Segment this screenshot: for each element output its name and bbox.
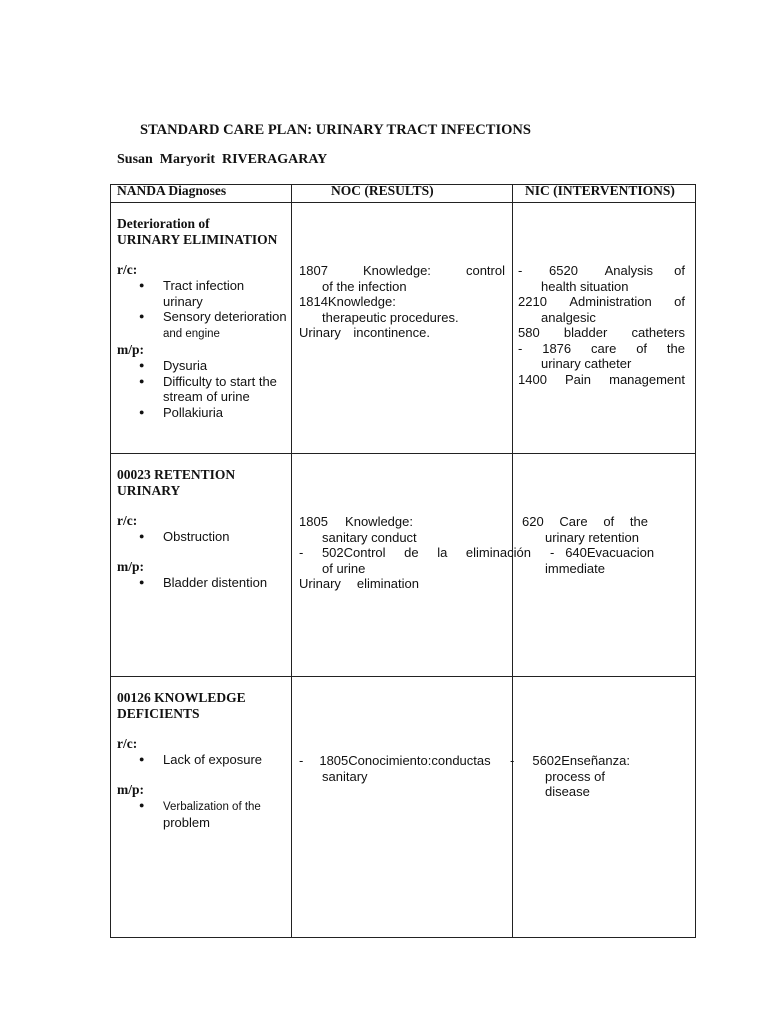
row3-nic-cell bbox=[510, 753, 660, 800]
noc-line: Urinary incontinence. bbox=[299, 325, 430, 340]
header-nic: NIC (INTERVENTIONS) bbox=[525, 183, 675, 198]
mp-list bbox=[117, 575, 289, 591]
diagnosis-title: URINARY ELIMINATION bbox=[117, 232, 278, 247]
row2-noc-cell bbox=[299, 514, 531, 592]
nic-line: process of bbox=[545, 768, 605, 784]
mp-list bbox=[117, 798, 289, 831]
noc-line: - 1805Conocimiento:conductas bbox=[299, 753, 491, 768]
nic-line: health situation bbox=[541, 278, 629, 294]
list-item: ● Obstruction bbox=[117, 529, 289, 545]
mp-label: m/p: bbox=[117, 342, 144, 357]
care-plan-table bbox=[110, 184, 696, 938]
noc-line: Urinary elimination bbox=[299, 576, 419, 591]
row-divider bbox=[111, 453, 695, 454]
noc-line: sanitary bbox=[322, 768, 368, 784]
list-item: ● Bladder distention bbox=[117, 575, 289, 591]
list-item: ● Difficulty to start the stream of urine bbox=[117, 374, 281, 405]
noc-line: 1814Knowledge: bbox=[299, 294, 396, 309]
author-name: Susan Maryorit RIVERAGARAY bbox=[117, 152, 328, 167]
rc-label: r/c: bbox=[117, 513, 138, 528]
header-noc: NOC (RESULTS) bbox=[331, 183, 434, 198]
diagnosis-title: 00023 RETENTION bbox=[117, 467, 236, 482]
page-title: STANDARD CARE PLAN: URINARY TRACT INFECTIONS bbox=[140, 122, 531, 138]
diagnosis-title: URINARY bbox=[117, 483, 181, 498]
rc-label: r/c: bbox=[117, 262, 138, 277]
row2-nic-cell bbox=[522, 514, 662, 576]
column-divider bbox=[512, 185, 513, 937]
row1-nanda-cell bbox=[117, 216, 289, 420]
list-item: ● Pollakiuria bbox=[117, 405, 289, 421]
diagnosis-title: DEFICIENTS bbox=[117, 706, 200, 721]
noc-line: of urine bbox=[322, 560, 366, 576]
mp-list bbox=[117, 358, 289, 420]
nic-line: 1400 Pain management bbox=[518, 371, 685, 387]
rc-list bbox=[117, 529, 289, 545]
column-divider bbox=[291, 185, 292, 937]
nic-line: - 6520 Analysis of bbox=[518, 263, 685, 278]
nic-line: urinary catheter bbox=[541, 356, 632, 371]
nic-line: disease bbox=[545, 784, 590, 799]
nic-line: - 1876 care of the bbox=[518, 340, 685, 356]
noc-line: 1807 Knowledge: control bbox=[299, 263, 505, 278]
nic-line: - 640Evacuacion bbox=[550, 545, 655, 560]
nic-line: analgesic bbox=[541, 309, 596, 325]
noc-line: 1805 Knowledge: bbox=[299, 514, 413, 529]
header-nanda: NANDA Diagnoses bbox=[117, 183, 227, 198]
mp-label: m/p: bbox=[117, 781, 144, 797]
noc-line: of the infection bbox=[322, 278, 407, 294]
row1-nic-cell bbox=[518, 263, 685, 387]
row2-nanda-cell bbox=[117, 467, 289, 590]
noc-line: - 502Control de la eliminación bbox=[299, 545, 531, 560]
rc-list bbox=[117, 752, 289, 768]
row-divider bbox=[111, 676, 695, 677]
list-item: ● Dysuria bbox=[117, 358, 289, 374]
diagnosis-title: Deterioration of bbox=[117, 216, 210, 231]
row1-noc-cell bbox=[299, 263, 505, 341]
diagnosis-title: 00126 KNOWLEDGE bbox=[117, 690, 246, 705]
nic-line: 580 bladder catheters bbox=[518, 325, 685, 340]
noc-line: therapeutic procedures. bbox=[322, 309, 459, 325]
list-item: ● Sensory deterioration and engine bbox=[117, 309, 289, 342]
nic-line: 2210 Administration of bbox=[518, 294, 685, 309]
row3-noc-cell bbox=[299, 753, 505, 784]
header-divider bbox=[111, 202, 695, 203]
rc-label: r/c: bbox=[117, 736, 138, 751]
nic-line: - 5602Enseñanza: bbox=[510, 753, 630, 768]
list-item: ● Lack of exposure bbox=[117, 752, 289, 768]
noc-line: sanitary conduct bbox=[322, 529, 417, 545]
row3-nanda-cell bbox=[117, 690, 289, 831]
mp-label: m/p: bbox=[117, 558, 144, 574]
nic-line: 620 Care of the bbox=[522, 514, 648, 529]
rc-list bbox=[117, 278, 289, 342]
list-item: ● Verbalization of the problem bbox=[117, 798, 289, 831]
nic-line: urinary retention bbox=[545, 529, 639, 545]
nic-line: immediate bbox=[545, 560, 605, 576]
list-item: ● Tract infection urinary bbox=[117, 278, 273, 309]
